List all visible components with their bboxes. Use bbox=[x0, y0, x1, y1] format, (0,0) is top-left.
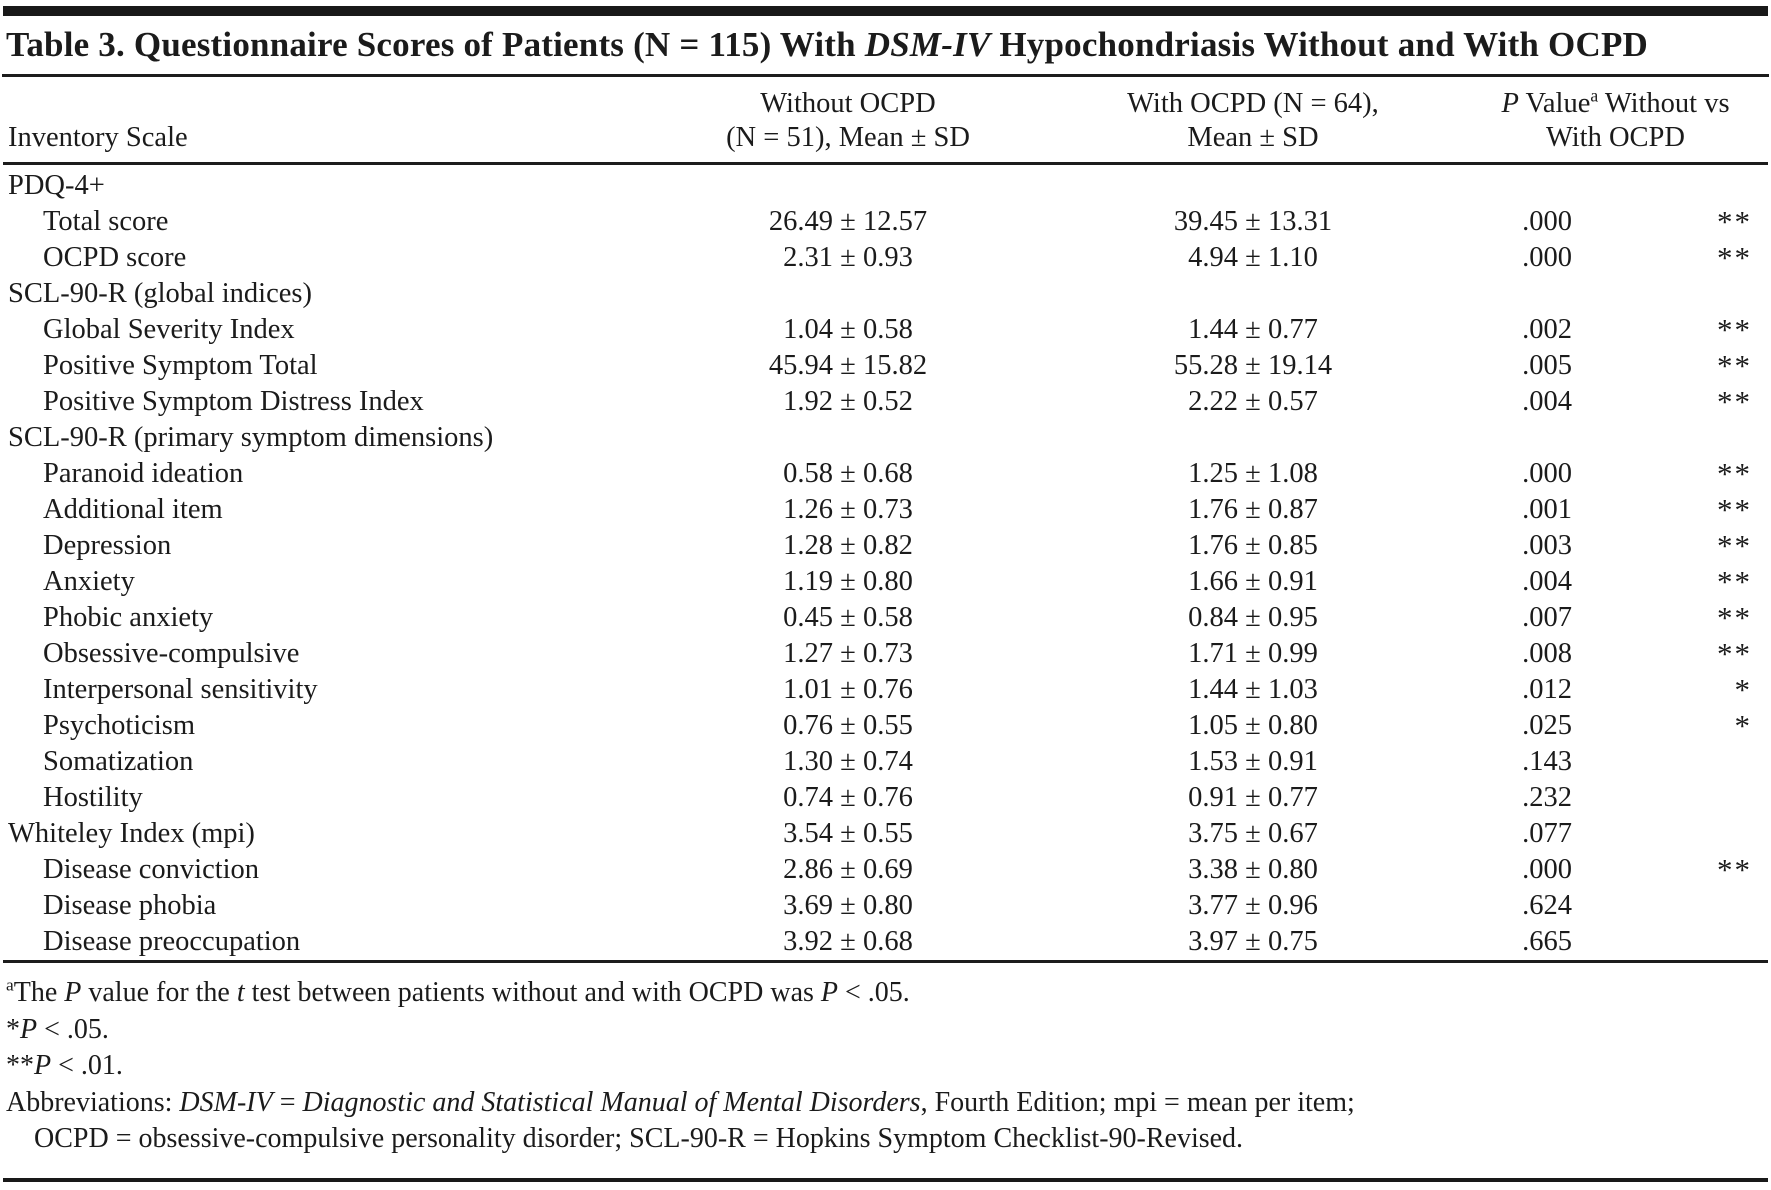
table-row bbox=[3, 276, 1768, 312]
row-label: Global Severity Index bbox=[43, 314, 295, 345]
row-label: Phobic anxiety bbox=[43, 602, 214, 633]
cell-pvalue: .077 bbox=[1522, 818, 1572, 849]
cell-without-ocpd: 1.27 ± 0.73 bbox=[783, 638, 913, 669]
cell-significance: ** bbox=[1717, 456, 1752, 491]
cell-without-ocpd bbox=[653, 276, 1043, 312]
table-row bbox=[3, 744, 1768, 780]
table-row bbox=[3, 240, 1768, 276]
table-row bbox=[3, 204, 1768, 240]
cell-pvalue: .012 bbox=[1522, 674, 1572, 705]
header-line: With OCPD (N = 64), bbox=[1127, 88, 1379, 119]
row-label: Obsessive-compulsive bbox=[43, 638, 300, 669]
cell-significance: ** bbox=[1717, 384, 1752, 419]
cell-pvalue: .143 bbox=[1522, 746, 1572, 777]
cell-pvalue: .000 bbox=[1522, 458, 1572, 489]
cell-with-ocpd: 0.84 ± 0.95 bbox=[1188, 602, 1318, 633]
cell-without-ocpd: 3.92 ± 0.68 bbox=[783, 926, 913, 957]
footnotes bbox=[0, 963, 1771, 1164]
row-label: Psychoticism bbox=[43, 710, 196, 741]
table-row bbox=[3, 456, 1768, 492]
cell-without-ocpd: 0.58 ± 0.68 bbox=[783, 458, 913, 489]
cell-pvalue: .665 bbox=[1522, 926, 1572, 957]
cell-with-ocpd bbox=[1043, 420, 1463, 456]
cell-significance bbox=[1631, 420, 1768, 456]
top-rule bbox=[3, 6, 1768, 16]
column-header-without-ocpd bbox=[653, 77, 1043, 164]
row-label: OCPD score bbox=[43, 242, 187, 273]
header-line: (N = 51), Mean ± SD bbox=[726, 122, 970, 153]
cell-pvalue: .232 bbox=[1522, 782, 1572, 813]
cell-pvalue: .002 bbox=[1522, 314, 1572, 345]
cell-without-ocpd: 3.54 ± 0.55 bbox=[783, 818, 913, 849]
footnote-abbreviations-line2: OCPD = obsessive-compulsive personality disorder; SCL-90-R = Hopkins Symptom Checklist-90-Revised. bbox=[34, 1123, 1244, 1154]
cell-without-ocpd: 1.04 ± 0.58 bbox=[783, 314, 913, 345]
cell-with-ocpd: 55.28 ± 19.14 bbox=[1173, 350, 1333, 381]
cell-significance: ** bbox=[1717, 528, 1752, 563]
header-line: Without OCPD bbox=[760, 88, 936, 119]
footnote-pvalue-note: $^a$The P value for the t test between patients without and with OCPD was P < .05. bbox=[6, 975, 910, 1008]
cell-significance bbox=[1631, 164, 1768, 205]
header-line: P Value$^a$ Without vs bbox=[1501, 85, 1730, 119]
cell-with-ocpd bbox=[1043, 276, 1463, 312]
cell-without-ocpd: 45.94 ± 15.82 bbox=[768, 350, 928, 381]
table-row bbox=[3, 492, 1768, 528]
cell-without-ocpd: 1.19 ± 0.80 bbox=[783, 566, 913, 597]
cell-with-ocpd: 1.76 ± 0.85 bbox=[1188, 530, 1318, 561]
cell-pvalue: .004 bbox=[1522, 566, 1572, 597]
table-row bbox=[3, 420, 1768, 456]
cell-pvalue: .008 bbox=[1522, 638, 1572, 669]
table-row bbox=[3, 528, 1768, 564]
cell-without-ocpd: 1.92 ± 0.52 bbox=[783, 386, 913, 417]
cell-without-ocpd: 0.74 ± 0.76 bbox=[783, 782, 913, 813]
column-header-pvalue bbox=[1463, 77, 1768, 164]
cell-significance: ** bbox=[1717, 852, 1752, 887]
cell-without-ocpd: 1.26 ± 0.73 bbox=[783, 494, 913, 525]
cell-without-ocpd bbox=[653, 164, 1043, 205]
cell-pvalue: .001 bbox=[1522, 494, 1572, 525]
cell-significance bbox=[1631, 888, 1768, 924]
table-row bbox=[3, 708, 1768, 744]
cell-significance: ** bbox=[1717, 600, 1752, 635]
cell-with-ocpd: 1.05 ± 0.80 bbox=[1188, 710, 1318, 741]
cell-pvalue: .000 bbox=[1522, 854, 1572, 885]
row-label: SCL-90-R (primary symptom dimensions) bbox=[8, 422, 494, 453]
cell-significance: ** bbox=[1717, 348, 1752, 383]
footnote-abbreviations-line1: Abbreviations: DSM-IV = Diagnostic and Statistical Manual of Mental Disorders, Fourth Edition; mpi = mean per item; bbox=[6, 1086, 1355, 1118]
row-label: Disease preoccupation bbox=[43, 926, 301, 957]
table-row bbox=[3, 312, 1768, 348]
cell-pvalue: .000 bbox=[1522, 242, 1572, 273]
table-row bbox=[3, 564, 1768, 600]
header-row bbox=[3, 77, 1768, 164]
cell-significance: ** bbox=[1717, 636, 1752, 671]
cell-without-ocpd: 3.69 ± 0.80 bbox=[783, 890, 913, 921]
cell-with-ocpd bbox=[1043, 164, 1463, 205]
cell-pvalue: .000 bbox=[1522, 206, 1572, 237]
table-row bbox=[3, 600, 1768, 636]
cell-with-ocpd: 39.45 ± 13.31 bbox=[1173, 206, 1333, 237]
bottom-rule bbox=[3, 1178, 1768, 1182]
cell-pvalue bbox=[1463, 164, 1631, 205]
cell-with-ocpd: 0.91 ± 0.77 bbox=[1188, 782, 1318, 813]
table-row bbox=[3, 852, 1768, 888]
cell-without-ocpd: 26.49 ± 12.57 bbox=[768, 206, 928, 237]
cell-with-ocpd: 1.53 ± 0.91 bbox=[1188, 746, 1318, 777]
header-line: Mean ± SD bbox=[1187, 122, 1319, 153]
cell-significance: ** bbox=[1717, 240, 1752, 275]
row-label: Positive Symptom Total bbox=[43, 350, 318, 381]
cell-without-ocpd: 2.31 ± 0.93 bbox=[783, 242, 913, 273]
cell-with-ocpd: 2.22 ± 0.57 bbox=[1188, 386, 1318, 417]
table-row bbox=[3, 384, 1768, 420]
table-row bbox=[3, 924, 1768, 962]
table-row bbox=[3, 672, 1768, 708]
cell-significance: * bbox=[1734, 672, 1752, 707]
table-body bbox=[3, 164, 1768, 962]
cell-with-ocpd: 4.94 ± 1.10 bbox=[1188, 242, 1318, 273]
row-label: Paranoid ideation bbox=[43, 458, 244, 489]
cell-with-ocpd: 3.38 ± 0.80 bbox=[1188, 854, 1318, 885]
cell-without-ocpd: 2.86 ± 0.69 bbox=[783, 854, 913, 885]
row-label: Additional item bbox=[43, 494, 223, 525]
cell-significance bbox=[1631, 780, 1768, 816]
cell-without-ocpd: 0.76 ± 0.55 bbox=[783, 710, 913, 741]
column-header-with-ocpd bbox=[1043, 77, 1463, 164]
cell-without-ocpd bbox=[653, 420, 1043, 456]
table-row bbox=[3, 636, 1768, 672]
footnote-double-asterisk: **P < .01. bbox=[6, 1050, 123, 1081]
cell-with-ocpd: 1.71 ± 0.99 bbox=[1188, 638, 1318, 669]
cell-pvalue bbox=[1463, 420, 1631, 456]
row-label: PDQ-4+ bbox=[8, 170, 105, 201]
cell-significance: * bbox=[1734, 708, 1752, 743]
cell-with-ocpd: 3.75 ± 0.67 bbox=[1188, 818, 1318, 849]
row-label: SCL-90-R (global indices) bbox=[8, 278, 312, 309]
cell-significance: ** bbox=[1717, 204, 1752, 239]
row-label: Hostility bbox=[43, 782, 143, 813]
cell-with-ocpd: 1.44 ± 0.77 bbox=[1188, 314, 1318, 345]
table-row bbox=[3, 164, 1768, 205]
cell-significance: ** bbox=[1717, 564, 1752, 599]
row-label: Somatization bbox=[43, 746, 194, 777]
cell-pvalue bbox=[1463, 276, 1631, 312]
row-label: Depression bbox=[43, 530, 172, 561]
row-label: Whiteley Index (mpi) bbox=[8, 818, 255, 849]
table-row bbox=[3, 816, 1768, 852]
cell-without-ocpd: 0.45 ± 0.58 bbox=[783, 602, 913, 633]
row-label: Anxiety bbox=[43, 566, 135, 597]
cell-significance bbox=[1631, 744, 1768, 780]
table-header bbox=[3, 77, 1768, 164]
cell-with-ocpd: 1.25 ± 1.08 bbox=[1188, 458, 1318, 489]
table-row bbox=[3, 888, 1768, 924]
row-label: Total score bbox=[43, 206, 169, 237]
cell-with-ocpd: 3.97 ± 0.75 bbox=[1188, 926, 1318, 957]
cell-pvalue: .007 bbox=[1522, 602, 1572, 633]
header-line: Inventory Scale bbox=[8, 122, 188, 153]
cell-significance bbox=[1631, 276, 1768, 312]
row-label: Disease phobia bbox=[43, 890, 217, 921]
cell-pvalue: .624 bbox=[1522, 890, 1572, 921]
header-line: With OCPD bbox=[1546, 122, 1685, 153]
cell-significance bbox=[1631, 924, 1768, 962]
cell-pvalue: .003 bbox=[1522, 530, 1572, 561]
cell-with-ocpd: 1.44 ± 1.03 bbox=[1188, 674, 1318, 705]
cell-pvalue: .005 bbox=[1522, 350, 1572, 381]
cell-without-ocpd: 1.30 ± 0.74 bbox=[783, 746, 913, 777]
cell-with-ocpd: 1.66 ± 0.91 bbox=[1188, 566, 1318, 597]
cell-pvalue: .004 bbox=[1522, 386, 1572, 417]
footnote-single-asterisk: *P < .05. bbox=[6, 1013, 109, 1045]
row-label: Disease conviction bbox=[43, 854, 260, 885]
cell-without-ocpd: 1.28 ± 0.82 bbox=[783, 530, 913, 561]
cell-with-ocpd: 1.76 ± 0.87 bbox=[1188, 494, 1318, 525]
cell-without-ocpd: 1.01 ± 0.76 bbox=[783, 674, 913, 705]
cell-significance: ** bbox=[1717, 312, 1752, 347]
table-title: Table 3. Questionnaire Scores of Patients (N = 115) With DSM-IV Hypochondriasis Without and With OCPD bbox=[6, 25, 1648, 64]
table-row bbox=[3, 348, 1768, 384]
cell-pvalue: .025 bbox=[1522, 710, 1572, 741]
cell-significance: ** bbox=[1717, 492, 1752, 527]
table-row bbox=[3, 780, 1768, 816]
cell-with-ocpd: 3.77 ± 0.96 bbox=[1188, 890, 1318, 921]
questionnaire-scores-table bbox=[3, 77, 1768, 963]
row-label: Positive Symptom Distress Index bbox=[43, 386, 424, 417]
cell-significance bbox=[1631, 816, 1768, 852]
row-label: Interpersonal sensitivity bbox=[43, 674, 318, 705]
column-header-inventory-scale bbox=[3, 77, 653, 164]
